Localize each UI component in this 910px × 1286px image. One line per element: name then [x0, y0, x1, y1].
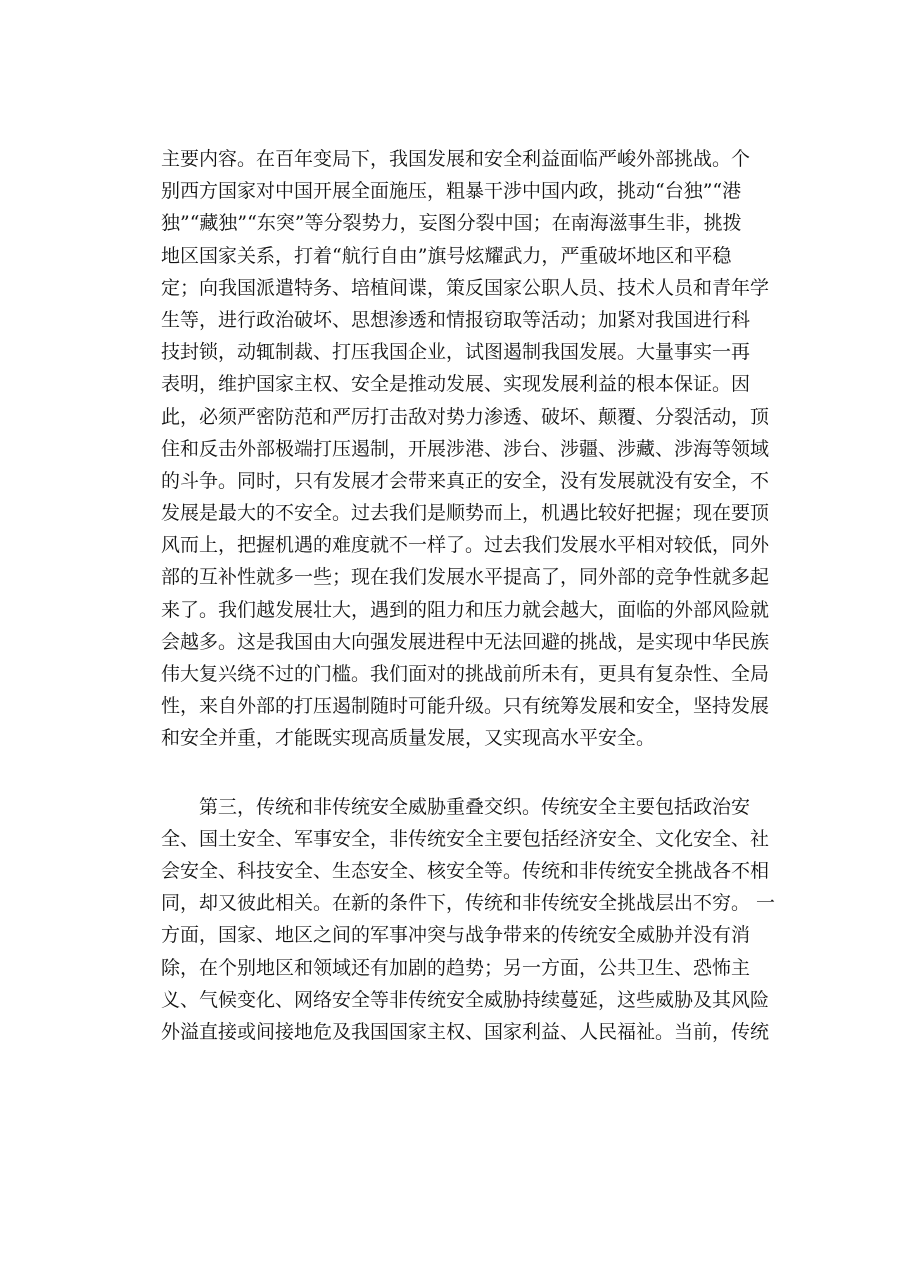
text-line: 外溢直接或间接地危及我国国家主权、国家利益、人民福祉。当前，传统 — [161, 1020, 770, 1043]
text-line: 会安全、科技安全、生态安全、核安全等。传统和非传统安全挑战各不相 — [161, 859, 770, 882]
text-line: 别西方国家对中国开展全面施压，粗暴干涉中国内政，挑动“台独”“港 — [161, 180, 742, 203]
text-line: 独”“藏独”“东突”等分裂势力，妄图分裂中国；在南海滋事生非，挑拨 — [161, 212, 742, 235]
text-line: 部的互补性就多一些；现在我们发展水平提高了，同外部的竞争性就多起 — [161, 566, 770, 589]
text-line: 定；向我国派遣特务、培植间谍，策反国家公职人员、技术人员和青年学 — [161, 276, 770, 299]
text-line: 地区国家关系，打着“航行自由”旗号炫耀武力，严重破坏地区和平稳 — [161, 244, 732, 267]
text-line: 来了。我们越发展壮大，遇到的阻力和压力就会越大，面临的外部风险就 — [161, 598, 770, 621]
text-line: 住和反击外部极端打压遏制，开展涉港、涉台、涉疆、涉藏、涉海等领域 — [161, 437, 770, 460]
text-line: 技封锁，动辄制裁、打压我国企业，试图遏制我国发展。大量事实一再 — [161, 341, 751, 364]
text-line: 会越多。这是我国由大向强发展进程中无法回避的挑战，是实现中华民族 — [161, 630, 770, 653]
text-line: 同，却又彼此相关。在新的条件下，传统和非传统安全挑战层出不穷。 一 — [161, 892, 776, 915]
text-line: 和安全并重，才能既实现高质量发展，又实现高水平安全。 — [161, 727, 656, 750]
text-line: 生等，进行政治破坏、思想渗透和情报窃取等活动；加紧对我国进行科 — [161, 308, 751, 331]
text-line: 除，在个别地区和领域还有加剧的趋势；另一方面，公共卫生、恐怖主 — [161, 956, 751, 979]
text-line: 此，必须严密防范和严厉打击敌对势力渗透、破坏、颠覆、分裂活动，顶 — [161, 405, 770, 428]
text-line: 发展是最大的不安全。过去我们是顺势而上，机遇比较好把握；现在要顶 — [161, 502, 770, 525]
text-line: 主要内容。在百年变局下，我国发展和安全利益面临严峻外部挑战。个 — [161, 148, 751, 170]
text-line: 义、气候变化、网络安全等非传统安全威胁持续蔓延，这些威胁及其风险 — [161, 988, 770, 1011]
text-line: 性，来自外部的打压遏制随时可能升级。只有统筹发展和安全，坚持发展 — [161, 695, 770, 718]
paragraph-gap — [161, 755, 785, 791]
text-line: 的斗争。同时，只有发展才会带来真正的安全，没有发展就没有安全，不 — [161, 469, 770, 492]
document-body — [161, 143, 785, 1048]
text-line: 方面，国家、地区之间的军事冲突与战争带来的传统安全威胁并没有消 — [161, 924, 751, 947]
paragraph-2 — [161, 791, 785, 1049]
paragraph-1 — [161, 143, 785, 755]
text-line: 第三，传统和非传统安全威胁重叠交织。传统安全主要包括政治安 — [161, 795, 751, 818]
text-line: 全、国土安全、军事安全，非传统安全主要包括经济安全、文化安全、社 — [161, 827, 770, 850]
text-line: 风而上，把握机遇的难度就不一样了。过去我们发展水平相对较低，同外 — [161, 534, 770, 557]
text-line: 伟大复兴绕不过的门槛。我们面对的挑战前所未有，更具有复杂性、全局 — [161, 663, 770, 685]
text-line: 表明，维护国家主权、安全是推动发展、实现发展利益的根本保证。因 — [161, 373, 751, 396]
